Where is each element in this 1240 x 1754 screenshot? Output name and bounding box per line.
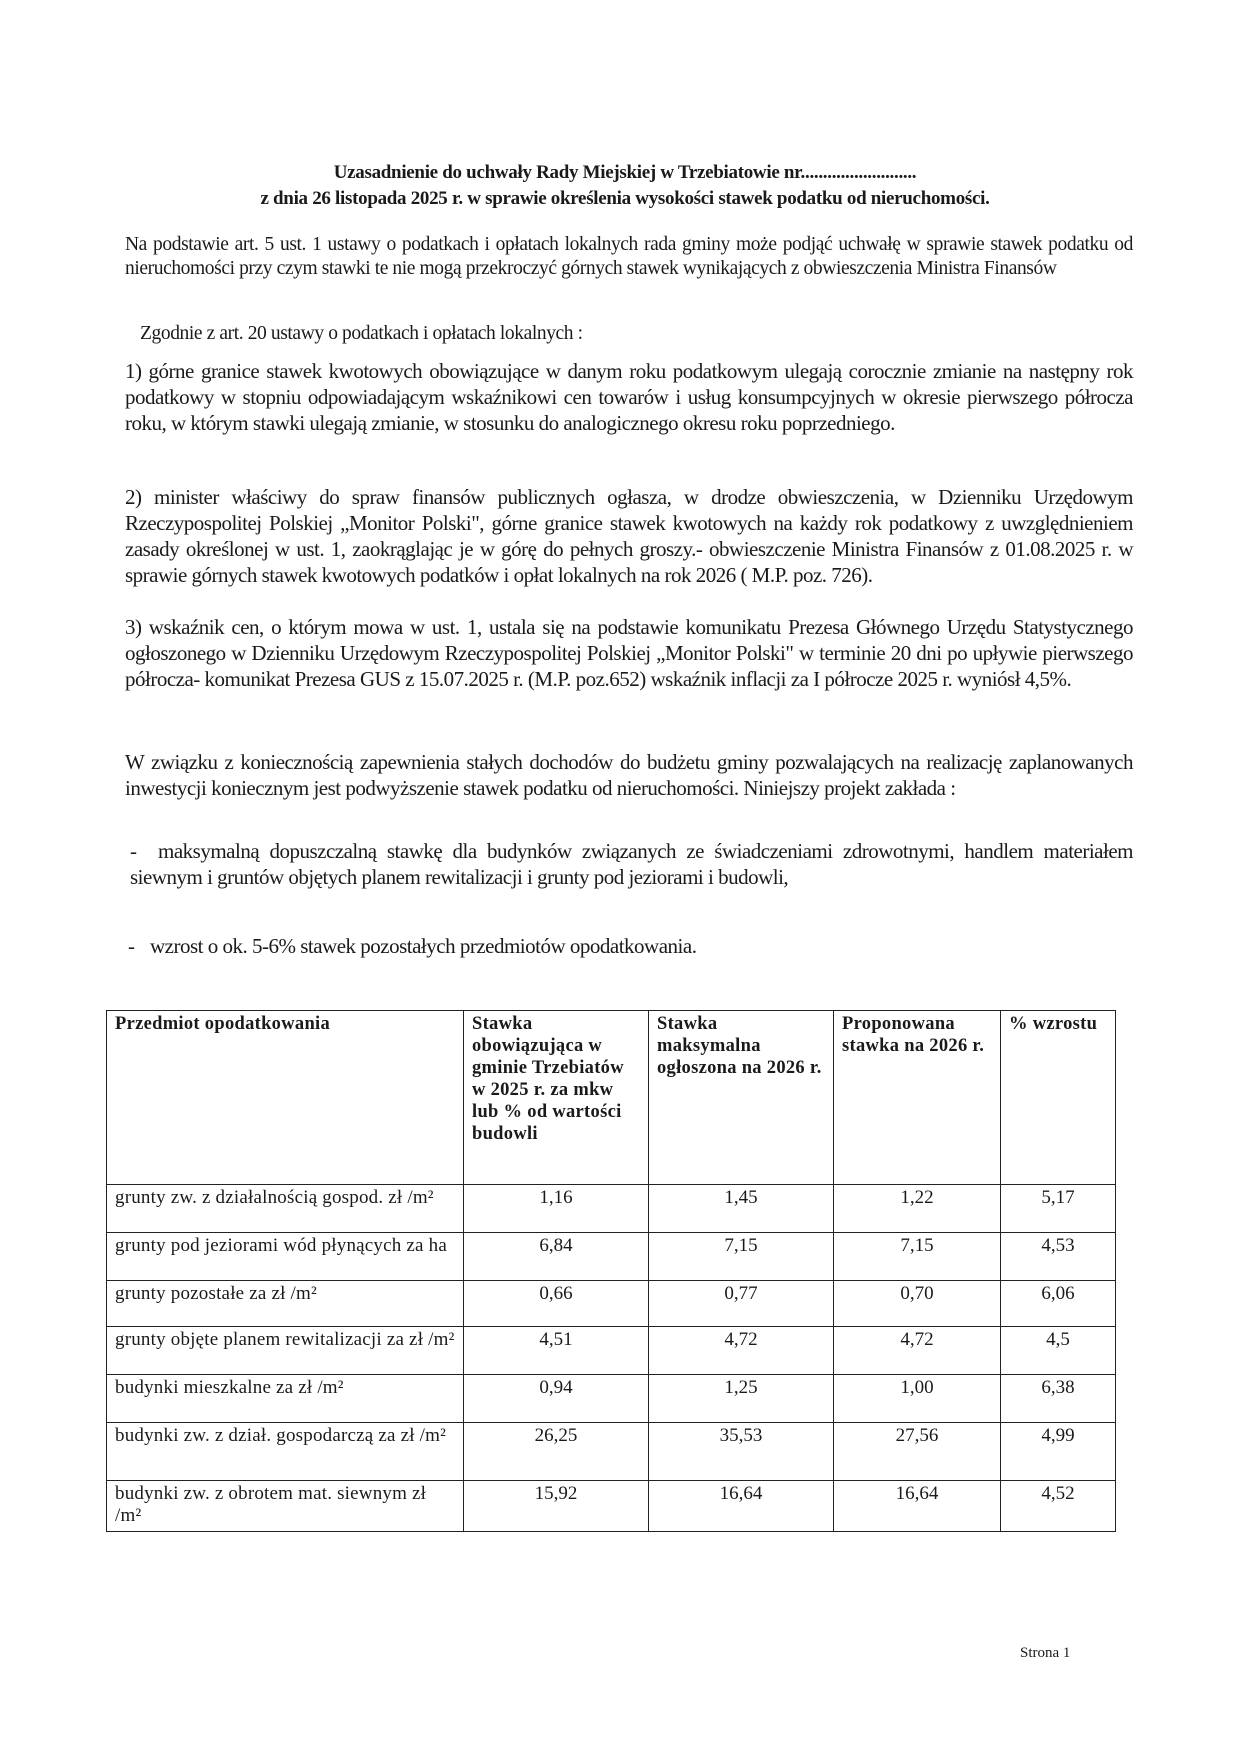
cell-proposed: 16,64 <box>834 1481 1001 1532</box>
bullet-item-2 <box>128 933 1136 959</box>
header-current-rate: Stawka obowiązująca w gminie Trzebiatów w 2025 r. za mkw lub % od wartości budowli <box>464 1011 649 1185</box>
cell-increase: 4,5 <box>1001 1327 1116 1375</box>
art20-paragraph: Zgodnie z art. 20 ustawy o podatkach i opłatach lokalnych : <box>140 323 583 344</box>
cell-subject: grunty objęte planem rewitalizacji za zł /m² <box>107 1327 464 1375</box>
cell-subject: grunty pozostałe za zł /m² <box>107 1281 464 1327</box>
table-row <box>107 1481 1116 1532</box>
dash-bullet-icon: - <box>130 839 137 863</box>
cell-current: 26,25 <box>464 1423 649 1481</box>
point-3-paragraph: 3) wskaźnik cen, o którym mowa w ust. 1, ustala się na podstawie komunikatu Prezesa Głównego Urzędu Statystycznego ogłoszonego w Dzienniku Urzędowym Rzeczypospolitej Polskiej „Monitor Polski" w terminie 20 dni po upływie pierwszego półrocza- komunikat Prezesa GUS z 15.07.2025 r. (M.P. poz.652) wskaźnik inflacji za I półrocze 2025 r. wyniósł 4,5%. <box>125 615 1133 691</box>
table-row <box>107 1327 1116 1375</box>
table-row <box>107 1233 1116 1281</box>
cell-current: 0,66 <box>464 1281 649 1327</box>
bullet-text: wzrost o ok. 5-6% stawek pozostałych przedmiotów opodatkowania. <box>150 934 697 958</box>
header-subject: Przedmiot opodatkowania <box>107 1011 464 1185</box>
table-row <box>107 1375 1116 1423</box>
cell-subject: budynki mieszkalne za zł /m² <box>107 1375 464 1423</box>
cell-current: 6,84 <box>464 1233 649 1281</box>
cell-increase: 5,17 <box>1001 1185 1116 1233</box>
header-increase: % wzrostu <box>1001 1011 1116 1185</box>
title-line-1: Uzasadnienie do uchwały Rady Miejskiej w Trzebiatowie nr.......................... <box>333 162 917 183</box>
cell-increase: 6,38 <box>1001 1375 1116 1423</box>
cell-current: 0,94 <box>464 1375 649 1423</box>
cell-max: 16,64 <box>649 1481 834 1532</box>
point-2-paragraph: 2) minister właściwy do spraw finansów publicznych ogłasza, w drodze obwieszczenia, w Dzienniku Urzędowym Rzeczypospolitej Polskiej „Monitor Polski", górne granice stawek kwotowych na każdy rok podatkowy z uwzględnieniem zasady określonej w ust. 1, zaokrąglając je w górę do pełnych groszy.- obwieszczenie Ministra Finansów z 01.08.2025 r. w sprawie górnych stawek kwotowych podatków i opłat lokalnych na rok 2026 ( M.P. poz. 726). <box>125 485 1133 587</box>
header-proposed-rate: Proponowana stawka na 2026 r. <box>834 1011 1001 1185</box>
document-title <box>150 160 1100 212</box>
cell-increase: 4,99 <box>1001 1423 1116 1481</box>
table-row <box>107 1423 1116 1481</box>
header-max-rate: Stawka maksymalna ogłoszona na 2026 r. <box>649 1011 834 1185</box>
cell-proposed: 27,56 <box>834 1423 1001 1481</box>
cell-subject: budynki zw. z dział. gospodarczą za zł /m² <box>107 1423 464 1481</box>
cell-increase: 4,52 <box>1001 1481 1116 1532</box>
tax-rates-table <box>106 1010 1116 1532</box>
cell-max: 0,77 <box>649 1281 834 1327</box>
cell-max: 7,15 <box>649 1233 834 1281</box>
page-number: Strona 1 <box>1020 1645 1071 1661</box>
cell-subject: grunty pod jeziorami wód płynących za ha <box>107 1233 464 1281</box>
table-row <box>107 1185 1116 1233</box>
justification-paragraph: W związku z koniecznością zapewnienia stałych dochodów do budżetu gminy pozwalających na realizację zaplanowanych inwestycji koniecznym jest podwyższenie stawek podatku od nieruchomości. Niniejszy projekt zakłada : <box>125 750 1133 800</box>
bullet-item-1 <box>130 838 1133 890</box>
cell-current: 4,51 <box>464 1327 649 1375</box>
cell-current: 15,92 <box>464 1481 649 1532</box>
bullet-text: maksymalną dopuszczalną stawkę dla budynków związanych ze świadczeniami zdrowotnymi, handlem materiałem siewnym i gruntów objętych planem rewitalizacji i grunty pod jeziorami i budowli, <box>130 839 1133 889</box>
title-line-2: z dnia 26 listopada 2025 r. w sprawie określenia wysokości stawek podatku od nieruchomości. <box>260 188 990 209</box>
cell-subject: budynki zw. z obrotem mat. siewnym zł /m² <box>107 1481 464 1532</box>
cell-proposed: 0,70 <box>834 1281 1001 1327</box>
dash-bullet-icon: - <box>128 934 135 958</box>
table-row <box>107 1281 1116 1327</box>
cell-max: 35,53 <box>649 1423 834 1481</box>
table-header-row <box>107 1011 1116 1185</box>
cell-max: 1,25 <box>649 1375 834 1423</box>
cell-proposed: 7,15 <box>834 1233 1001 1281</box>
cell-proposed: 4,72 <box>834 1327 1001 1375</box>
cell-subject: grunty zw. z działalnością gospod. zł /m² <box>107 1185 464 1233</box>
cell-max: 4,72 <box>649 1327 834 1375</box>
cell-increase: 6,06 <box>1001 1281 1116 1327</box>
cell-proposed: 1,00 <box>834 1375 1001 1423</box>
point-1-paragraph: 1) górne granice stawek kwotowych obowiązujące w danym roku podatkowym ulegają corocznie zmianie na następny rok podatkowy w stopniu odpowiadającym wskaźnikowi cen towarów i usług konsumpcyjnych w okresie pierwszego półrocza roku, w którym stawki ulegają zmianie, w stosunku do analogicznego okresu roku poprzedniego. <box>125 359 1133 435</box>
cell-proposed: 1,22 <box>834 1185 1001 1233</box>
cell-increase: 4,53 <box>1001 1233 1116 1281</box>
intro-paragraph: Na podstawie art. 5 ust. 1 ustawy o podatkach i opłatach lokalnych rada gminy może podjąć uchwałę w sprawie stawek podatku od nieruchomości przy czym stawki te nie mogą przekroczyć górnych stawek wynikających z obwieszczenia Ministra Finansów <box>125 234 1133 279</box>
cell-max: 1,45 <box>649 1185 834 1233</box>
cell-current: 1,16 <box>464 1185 649 1233</box>
